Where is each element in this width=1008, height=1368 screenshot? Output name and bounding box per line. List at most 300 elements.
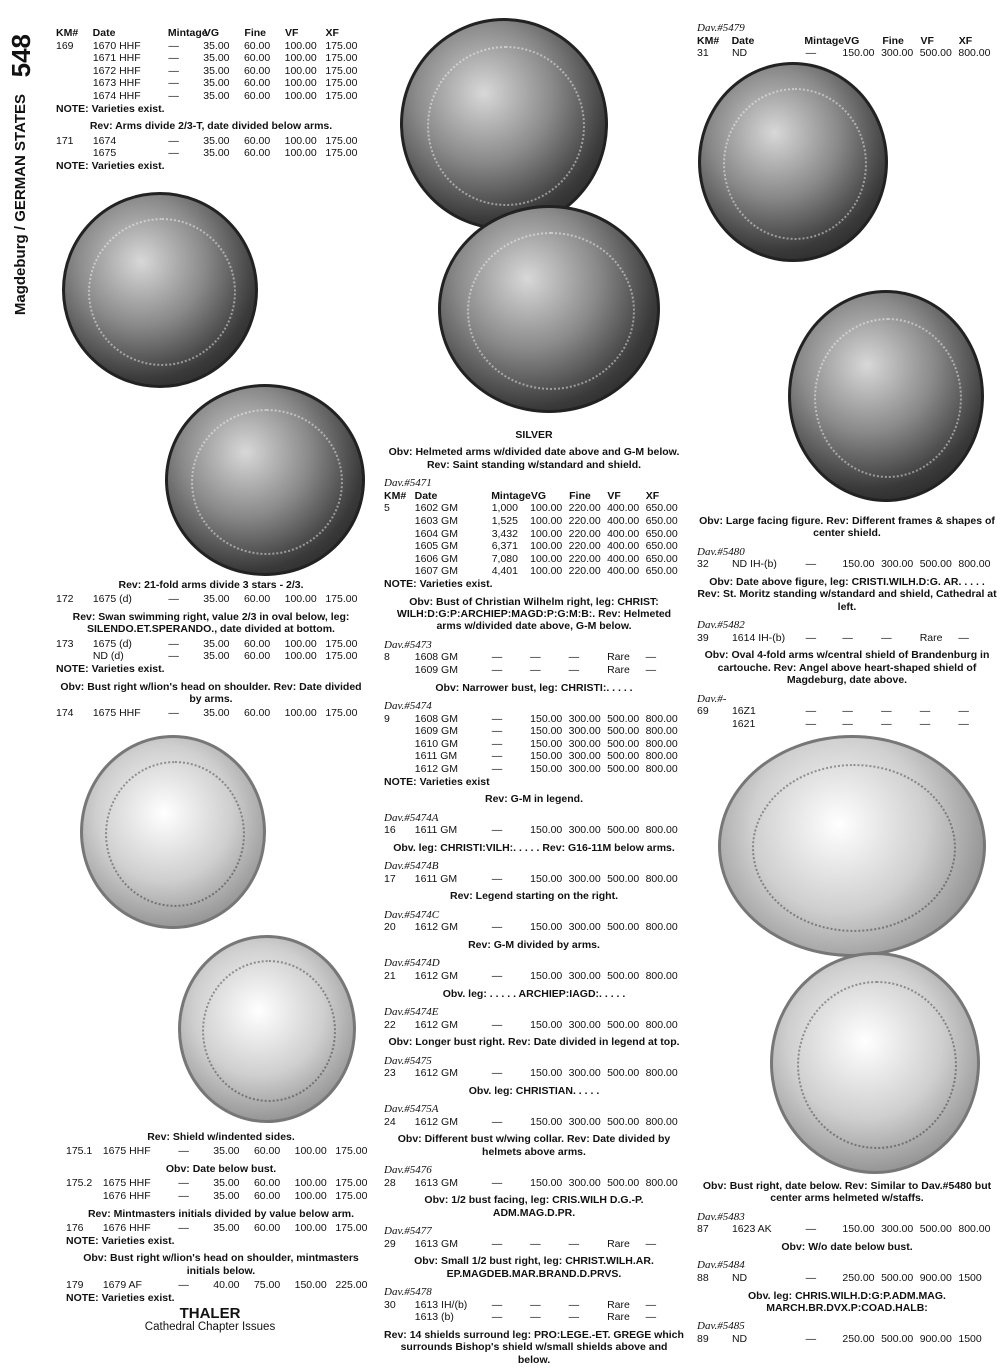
table-row-cell: 175.00 (335, 1222, 368, 1234)
table-row-cell: 175.00 (325, 77, 358, 90)
table-row-cell: 500.00 (919, 558, 952, 571)
table-row-cell: — (491, 1237, 503, 1250)
description: Obv: Bust of Christian Wilhelm right, leg: CHRIST: WILH:D:G:P:ARCHIEP:MAGD:P:G:M:B:. Rev: Helmeted arms w/divided date above, G-M below. (396, 595, 672, 633)
table-row-cell: 1609 GM (414, 725, 458, 738)
table-row-cell: 900.00 (919, 1272, 952, 1284)
table-row (56, 707, 366, 720)
description: Obv: Date above figure, leg: CRISTI.WILH.D:G. AR. . . . . Rev: St. Moritz standing w/standard and shield, Cathedral at left. (697, 576, 997, 613)
table-row-cell: 1675 HHF (102, 1177, 151, 1190)
table-row-cell: — (568, 651, 580, 664)
table-row-cell: 60.00 (243, 637, 271, 650)
table-row-cell: 1613 GM (414, 1176, 458, 1189)
table-row-cell: — (491, 663, 503, 676)
table-row-cell: 175.2 (66, 1177, 93, 1190)
table-row-cell: 1611 GM (414, 872, 458, 885)
table-row-cell: 500.00 (607, 872, 640, 885)
table-header-cell: VF (607, 489, 621, 502)
table-row-cell (384, 1311, 415, 1324)
table-row (66, 1177, 376, 1190)
table-row-cell: Rare (607, 1298, 630, 1311)
coin-photo-km172-obverse (62, 192, 258, 388)
table-row-cell: 1611 GM (414, 824, 458, 837)
table-header-cell: VF (920, 34, 934, 47)
table-row-cell (56, 650, 93, 663)
table-row-cell: 100.00 (530, 552, 563, 565)
table-row-cell: 150.00 (530, 1067, 563, 1080)
table-row-cell: 175.00 (325, 52, 358, 65)
table-row-cell: 150.00 (530, 872, 563, 885)
table-row (384, 528, 684, 541)
table-row-cell: 150.00 (530, 725, 563, 738)
table-row-cell: 1675 (92, 147, 117, 160)
coin-photo-km5-reverse (438, 205, 660, 413)
table-row-cell: 250.00 (842, 1272, 875, 1284)
dav-reference: Dav.#5484 (697, 1259, 745, 1272)
table-row-cell: — (168, 134, 179, 147)
table-row-cell: 500.00 (607, 921, 640, 934)
table-row-cell: 1679 AF (102, 1279, 142, 1291)
table-row-cell: — (491, 1018, 503, 1031)
table-row-cell: 300.00 (568, 725, 601, 738)
table-row-cell (384, 750, 415, 763)
table-row-cell: 175.00 (325, 650, 358, 663)
table-header (384, 490, 684, 503)
note: NOTE: Varieties exist. (384, 577, 493, 590)
table-row-cell: — (568, 1298, 580, 1311)
table-row-cell: 175.00 (325, 593, 358, 606)
description: Rev: Legend starting on the right. (449, 890, 618, 903)
table-row-cell: — (919, 717, 931, 730)
table-row-cell: 175.00 (325, 707, 358, 720)
table-row-cell: 174 (56, 707, 74, 720)
table-header-cell: Fine (882, 34, 904, 47)
table-row-cell: 800.00 (645, 1018, 678, 1031)
table-row-cell: — (645, 651, 657, 664)
table-row-cell: 800.00 (645, 872, 678, 885)
table-row-cell: — (805, 558, 817, 571)
table-row-cell: 650.00 (645, 540, 678, 553)
description: Obv: Small 1/2 bust right, leg: CHRIST.WILH.AR. EP.MAGDEB.MAR.BRAND.D.PRVS. (414, 1255, 654, 1280)
table-row-cell: 900.00 (919, 1333, 952, 1345)
table-row (384, 651, 684, 664)
dav-reference: Dav.#5476 (384, 1164, 432, 1177)
table-row-cell: 500.00 (607, 762, 640, 775)
description: Obv: Helmeted arms w/divided date above and G-M below. Rev: Saint standing w/standard and shield. (388, 446, 680, 471)
table-row-cell: 60.00 (253, 1145, 281, 1158)
table-row-cell: 100.00 (284, 593, 317, 606)
coin-photo-km172-reverse (165, 384, 365, 576)
table-row-cell: 150.00 (842, 1223, 875, 1236)
table-row-cell: 1603 GM (414, 515, 458, 527)
table-row-cell: 35.00 (213, 1177, 240, 1190)
table-row-cell: 23 (384, 1067, 396, 1080)
table-row-cell: 400.00 (607, 552, 640, 565)
description: SILVER (515, 429, 553, 441)
table-row-cell: — (645, 1237, 657, 1250)
table-row (66, 1222, 376, 1235)
table-row-cell: 500.00 (607, 969, 640, 982)
table-row-cell: — (881, 631, 892, 644)
table-row (66, 1279, 376, 1292)
table-row-cell: 35.00 (213, 1222, 240, 1234)
table-row-cell: 1605 GM (414, 540, 458, 553)
middle-column (384, 424, 684, 1368)
description: Rev: Mintmasters initials divided by value below arm. (87, 1207, 355, 1220)
table-header-cell: XF (958, 34, 973, 47)
table-row-cell: 60.00 (243, 593, 271, 606)
table-row-cell: — (842, 717, 853, 730)
table-row-cell: — (805, 1272, 817, 1284)
table-row (384, 921, 684, 934)
table-row-cell: 400.00 (607, 540, 640, 553)
dav-reference: Dav.#5473 (384, 638, 432, 651)
table-header-cell: VG (530, 489, 547, 502)
table-row-cell: 150.00 (530, 1018, 563, 1031)
description: Obv: Longer bust right. Rev: Date divided in legend at top. (388, 1036, 680, 1049)
coin-photo-km175-obverse (80, 735, 266, 929)
table-row-cell: 35.00 (203, 89, 230, 102)
table-row-cell: 173 (56, 637, 74, 650)
table-row-cell: — (168, 650, 179, 663)
table-row-cell: 1676 HHF (102, 1222, 151, 1234)
table-row-cell: 800.00 (645, 750, 678, 763)
table-row-cell: — (881, 705, 892, 718)
table-row-cell: 175.1 (66, 1145, 93, 1158)
table-row-cell: 500.00 (607, 725, 640, 738)
table-row-cell: 60.00 (253, 1222, 281, 1234)
table-row-cell: — (805, 1333, 817, 1345)
table-row (384, 738, 684, 751)
table-row-cell: 16Z1 (731, 705, 756, 718)
table-row-cell: 150.00 (530, 762, 563, 775)
description: Obv: Date below bust. (165, 1163, 277, 1175)
table-row-cell: 1671 HHF (92, 52, 141, 65)
table-row (384, 1019, 684, 1032)
table-row-cell: 300.00 (568, 1115, 601, 1128)
table-row-cell: 650.00 (645, 565, 678, 578)
table-row-cell: 60.00 (243, 147, 271, 160)
dav-reference: Dav.#5479 (697, 22, 745, 34)
table-row-cell: 500.00 (607, 712, 640, 725)
table-row-cell: 1612 GM (414, 1018, 458, 1031)
table-row-cell: 220.00 (568, 502, 601, 515)
table-header-cell: VG (203, 27, 220, 39)
table-row-cell: — (178, 1279, 189, 1291)
table-row-cell: 500.00 (607, 1115, 640, 1128)
left-column-top (56, 27, 366, 172)
table-row (56, 77, 366, 90)
table-row-cell: 7,080 (491, 552, 518, 565)
description: Obv: Bust right, date below. Rev: Similar to Dav.#5480 but center arms helmeted w/staffs. (702, 1180, 992, 1205)
table-row-cell: 100.00 (284, 637, 317, 650)
table-row-cell (384, 738, 415, 751)
table-row-cell: 100.00 (530, 527, 563, 540)
table-row-cell: — (168, 593, 179, 606)
table-row-cell: 800.00 (645, 1067, 678, 1080)
description: Obv: W/o date below bust. (781, 1241, 913, 1253)
table-row (56, 650, 366, 663)
table-row (384, 713, 684, 726)
table-row-cell: 100.00 (294, 1190, 327, 1202)
table-row (384, 970, 684, 983)
table-row-cell: 29 (384, 1237, 396, 1250)
table-row-cell: 500.00 (607, 737, 640, 750)
table-row-cell: — (530, 1298, 541, 1311)
table-row-cell: 35.00 (203, 64, 230, 77)
table-row-cell: 800.00 (958, 47, 991, 60)
table-row-cell: — (491, 872, 503, 885)
right-column-bottom (697, 1175, 997, 1346)
table-row (384, 1299, 684, 1312)
table-row-cell: 800.00 (645, 969, 678, 982)
table-row (384, 1116, 684, 1129)
table-row-cell: — (530, 1311, 541, 1324)
table-row-cell: 3,432 (491, 527, 518, 540)
table-header-cell: KM# (56, 27, 79, 39)
table-row-cell: 150.00 (530, 969, 563, 982)
table-row-cell: Rare (607, 1311, 630, 1324)
table-row-cell: 100.00 (284, 650, 317, 663)
description: Obv. leg: CHRIS.WILH.D:G:P.ADM.MAG. MARCH.BR.DVX.P:COAD.HALB: (748, 1289, 946, 1314)
dav-reference: Dav.#5474C (384, 908, 440, 921)
right-column-middle (697, 510, 997, 730)
table-row-cell: 1613 GM (414, 1237, 458, 1250)
table-row-cell: 35.00 (213, 1145, 240, 1158)
table-row-cell: — (178, 1177, 189, 1190)
table-row-cell: 175.00 (325, 134, 358, 147)
table-row-cell: — (168, 89, 179, 102)
table-row-cell: — (491, 762, 503, 775)
table-row-cell: 100.00 (530, 565, 563, 578)
table-row-cell: 175.00 (325, 39, 358, 52)
table-row-cell: — (568, 1237, 580, 1250)
table-row-cell: 30 (384, 1298, 396, 1311)
table-row-cell: 300.00 (568, 737, 601, 750)
table-row-cell: 1612 GM (414, 1067, 458, 1080)
table-row (697, 47, 997, 60)
table-row-cell (384, 515, 415, 528)
table-row-cell: — (805, 705, 817, 718)
table-row-cell: — (568, 663, 580, 676)
description: Rev: 14 shields surround leg: PRO:LEGE.-ET. GREGE which surrounds Bishop's shield w/small shields above and below. (384, 1328, 684, 1366)
table-header (56, 27, 366, 40)
table-row-cell: 100.00 (530, 540, 563, 553)
table-row (56, 90, 366, 103)
dav-reference: Dav.#5478 (384, 1286, 432, 1299)
table-row-cell: — (645, 1311, 657, 1324)
table-header-cell: Fine (244, 27, 267, 39)
dav-reference: Dav.#5485 (697, 1320, 745, 1333)
table-row-cell: 35.00 (203, 147, 230, 160)
table-row-cell: Rare (607, 1237, 630, 1250)
table-row-cell: — (168, 77, 179, 90)
thaler-subheading: Cathedral Chapter Issues (144, 1320, 276, 1333)
table-row (384, 725, 684, 738)
coin-photo-km87-reverse (770, 952, 980, 1174)
table-row-cell: 150.00 (530, 1176, 563, 1189)
description: Obv. leg: CHRISTIAN. . . . . (468, 1084, 600, 1097)
description: Obv: Different bust w/wing collar. Rev: Date divided by helmets above arms. (397, 1133, 671, 1158)
table-row-cell: 1613 (b) (414, 1311, 454, 1324)
table-row-cell: 24 (384, 1115, 396, 1128)
table-row-cell: 1500 (958, 1272, 982, 1284)
table-row-cell: 500.00 (607, 1018, 640, 1031)
table-row-cell: 300.00 (568, 712, 601, 725)
table-row-cell: — (178, 1190, 189, 1202)
description: Obv: Oval 4-fold arms w/central shield of Brandenburg in cartouche. Rev: Angel above heart-shaped shield of Magdeburg, date above. (704, 649, 990, 687)
table-row-cell (384, 565, 415, 578)
table-row-cell: 87 (697, 1223, 709, 1236)
dav-reference: Dav.#5475A (384, 1103, 439, 1116)
table-row-cell: 1609 GM (414, 663, 458, 676)
table-row-cell: 300.00 (568, 921, 601, 934)
table-row-cell: 220.00 (568, 540, 601, 553)
table-row-cell: 1,525 (491, 515, 518, 527)
table-row-cell: 31 (697, 47, 709, 60)
table-row-cell (384, 553, 415, 566)
table-row-cell (384, 763, 415, 776)
table-row-cell: — (491, 1311, 503, 1324)
description: Rev: G-M in legend. (484, 793, 583, 806)
table-row-cell: 100.00 (294, 1177, 327, 1190)
table-row-cell: — (491, 1176, 503, 1189)
table-row-cell: 1675 HHF (102, 1145, 151, 1158)
table-row-cell: 150.00 (530, 921, 563, 934)
table-row-cell: 1621 (731, 717, 756, 730)
table-row-cell: 800.00 (645, 712, 678, 725)
table-row-cell: 400.00 (607, 502, 640, 515)
dav-reference: Dav.#5477 (384, 1225, 432, 1238)
table-row-cell: 6,371 (491, 540, 518, 553)
table-row-cell: 179 (66, 1279, 84, 1291)
table-header-cell: Date (731, 34, 755, 47)
table-row-cell: 220.00 (568, 565, 601, 578)
table-header-cell: VG (844, 34, 860, 47)
table-row (384, 824, 684, 837)
table-row-cell: 1670 HHF (92, 39, 141, 52)
table-row-cell: 75.00 (253, 1279, 281, 1291)
table-row-cell: 650.00 (645, 502, 678, 515)
dav-reference: Dav.#5475 (384, 1054, 432, 1067)
table-row (56, 65, 366, 78)
table-row-cell: 35.00 (213, 1190, 240, 1202)
description: Obv. leg: . . . . . ARCHIEP:IAGD:. . . . . (442, 987, 626, 1000)
table-row (384, 515, 684, 528)
table-header-cell: Date (92, 27, 116, 39)
table-row-cell: 1500 (958, 1333, 982, 1345)
table-row-cell: 9 (384, 712, 390, 725)
table-row-cell: 1612 GM (414, 1115, 458, 1128)
table-row-cell: — (805, 47, 817, 60)
description: Rev: Shield w/indented sides. (147, 1131, 295, 1143)
dav-reference: Dav.#5474B (384, 860, 439, 873)
table-row-cell: 35.00 (203, 52, 230, 65)
table-row-cell: 800.00 (645, 1176, 678, 1189)
table-row-cell: 300.00 (568, 824, 601, 837)
table-row-cell: 175.00 (335, 1190, 368, 1202)
table-row-cell: — (530, 1237, 541, 1250)
table-row-cell: 60.00 (243, 39, 271, 52)
table-row-cell: — (491, 725, 503, 738)
table-row-cell: 100.00 (284, 147, 317, 160)
table-row (697, 632, 997, 645)
table-row-cell: ND (731, 1272, 748, 1284)
table-row-cell: 20 (384, 921, 396, 934)
table-row-cell: 500.00 (607, 1067, 640, 1080)
table-row-cell: 300.00 (568, 1067, 601, 1080)
table-row-cell: 150.00 (842, 47, 875, 60)
table-row-cell: 1604 GM (414, 527, 458, 540)
table-row-cell: — (645, 1298, 657, 1311)
table-row (697, 1223, 997, 1236)
table-row-cell: 60.00 (253, 1177, 281, 1190)
coin-photo-km31-reverse (788, 290, 984, 502)
table-row-cell: 1608 GM (414, 651, 458, 664)
table-row-cell: 35.00 (203, 707, 230, 720)
table-row-cell: — (958, 705, 969, 718)
table-row-cell: — (168, 147, 179, 160)
table-row-cell: 300.00 (568, 1176, 601, 1189)
table-row-cell (56, 147, 93, 160)
table-row-cell: — (491, 921, 503, 934)
table-row-cell: 60.00 (243, 52, 271, 65)
table-row-cell: 100.00 (530, 502, 563, 515)
table-row-cell: 300.00 (568, 750, 601, 763)
table-row-cell: 400.00 (607, 565, 640, 578)
description: Rev: 21-fold arms divide 3 stars - 2/3. (118, 579, 304, 591)
table-row-cell: — (568, 1311, 580, 1324)
dav-reference: Dav.#5483 (697, 1210, 745, 1223)
table-row-cell: 500.00 (607, 750, 640, 763)
table-row (697, 718, 997, 731)
table-row-cell: 100.00 (284, 64, 317, 77)
table-row-cell: 800.00 (645, 1115, 678, 1128)
dav-reference: Dav.#5474D (384, 957, 440, 970)
table-row-cell: 39 (697, 631, 709, 644)
note: NOTE: Varieties exist (384, 775, 490, 788)
table-row-cell: 650.00 (645, 552, 678, 565)
table-row-cell: — (842, 705, 853, 718)
thaler-heading: THALER (179, 1305, 241, 1322)
table-row-cell: 220.00 (568, 527, 601, 540)
table-row-cell: 35.00 (203, 134, 230, 147)
table-row-cell: 300.00 (881, 1223, 914, 1236)
table-row-cell: 1675 (d) (92, 593, 132, 606)
table-row-cell: 1676 HHF (102, 1190, 151, 1202)
table-row (697, 705, 997, 718)
description: Obv: Narrower bust, leg: CHRISTI:. . . . . (435, 681, 633, 694)
table-row-cell: 32 (697, 558, 709, 571)
table-row-cell: ND (d) (92, 650, 124, 663)
table-row-cell: 4,401 (491, 565, 518, 578)
table-row-cell: 100.00 (294, 1145, 327, 1158)
table-row (384, 540, 684, 553)
table-row (697, 558, 997, 571)
running-head (4, 30, 44, 330)
table-row-cell: 16 (384, 824, 396, 837)
table-row-cell: 175.00 (335, 1145, 368, 1158)
dav-reference: Dav.#- (697, 692, 727, 705)
table-row-cell: 175.00 (325, 89, 358, 102)
table-row-cell: 300.00 (568, 762, 601, 775)
table-row-cell: 60.00 (243, 134, 271, 147)
table-row-cell: 1675 (d) (92, 637, 132, 650)
table-row-cell: — (530, 663, 541, 676)
table-row-cell: 8 (384, 651, 390, 664)
table-row-cell: 225.00 (335, 1279, 368, 1291)
table-row-cell: Rare (607, 663, 630, 676)
table-row-cell: 800.00 (645, 921, 678, 934)
